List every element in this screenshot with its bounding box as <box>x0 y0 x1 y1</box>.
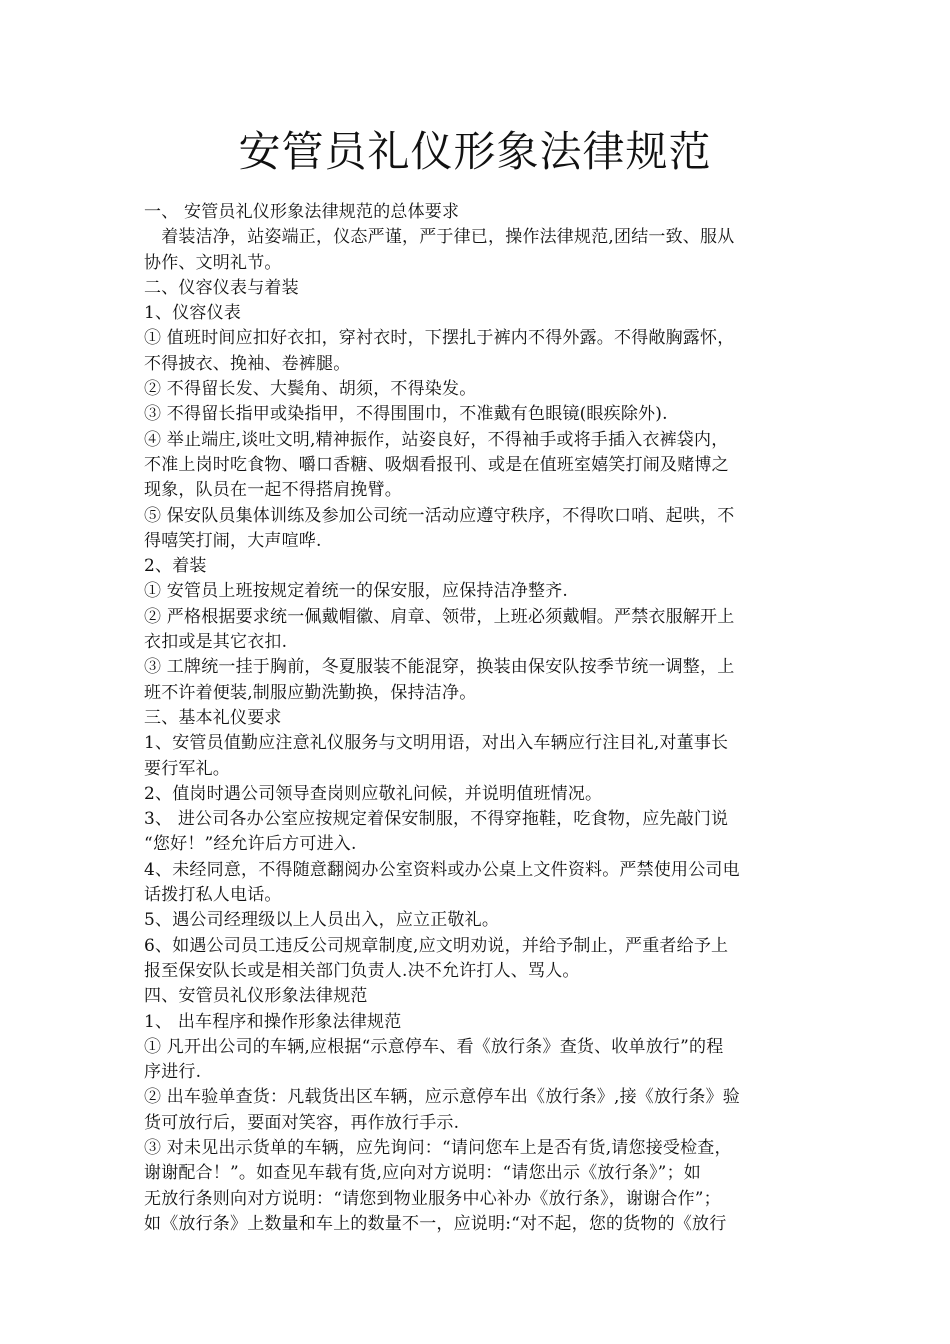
text-line: ③ 工牌统一挂于胸前，冬夏服装不能混穿，换装由保安队按季节统一调整，上 <box>144 657 735 678</box>
text-line: 6、如遇公司员工违反公司规章制度,应文明劝说，并给予制止，严重者给予上 <box>144 935 729 956</box>
text-line: 如《放行条》上数量和车上的数量不一，应说明:“对不起，您的货物的《放行 <box>144 1213 727 1234</box>
text-line: 协作、文明礼节。 <box>144 252 282 273</box>
text-line: 3、 进公司各办公室应按规定着保安制服，不得穿拖鞋，吃食物，应先敲门说 <box>144 809 729 830</box>
text-line: ② 严格根据要求统一佩戴帽徽、肩章、领带，上班必须戴帽。严禁衣服解开上 <box>144 606 735 627</box>
text-line: ① 凡开出公司的车辆,应根据“示意停车、看《放行条》查货、收单放行”的程 <box>144 1036 724 1057</box>
text-line: ① 安管员上班按规定着统一的保安服，应保持洁净整齐. <box>144 581 569 602</box>
text-line: 5、遇公司经理级以上人员出入，应立正敬礼。 <box>144 910 500 931</box>
text-line: ① 值班时间应扣好衣扣，穿衬衣时，下摆扎于裤内不得外露。不得敞胸露怀， <box>144 328 735 349</box>
text-line: ④ 举止端庄,谈吐文明,精神振作，站姿良好，不得袖手或将手插入衣裤袋内， <box>144 429 729 450</box>
text-line: 报至保安队长或是相关部门负责人.决不允许打人、骂人。 <box>144 960 580 981</box>
text-line: ③ 不得留长指甲或染指甲，不得围围巾，不准戴有色眼镜(眼疾除外). <box>144 404 668 425</box>
text-line: 现象，队员在一起不得搭肩挽臂。 <box>144 480 402 501</box>
text-line: 1、仪容仪表 <box>144 303 242 324</box>
text-line: 着装洁净，站姿端正，仪态严谨，严于律已，操作法律规范,团结一致、服从 <box>144 227 735 248</box>
text-line: 1、 出车程序和操作形象法律规范 <box>144 1011 402 1032</box>
text-line: 得嘻笑打闹，大声喧哗. <box>144 530 322 551</box>
text-line: 班不许着便装,制服应勤洗勤换，保持洁净。 <box>144 682 477 703</box>
text-line: 衣扣或是其它衣扣. <box>144 632 288 653</box>
text-line: 序进行. <box>144 1062 202 1083</box>
text-line: ② 不得留长发、大鬓角、胡须，不得染发。 <box>144 379 477 400</box>
text-line: ⑤ 保安队员集体训练及参加公司统一活动应遵守秩序，不得吹口哨、起哄，不 <box>144 505 735 526</box>
text-line: 一、 安管员礼仪形象法律规范的总体要求 <box>144 202 460 222</box>
text-line: 2、着装 <box>144 556 207 577</box>
text-line: “您好！”经允许后方可进入. <box>144 834 357 855</box>
text-line: 三、基本礼仪要求 <box>144 707 282 728</box>
text-line: 话拨打私人电话。 <box>144 885 282 906</box>
text-line: 2、值岗时遇公司领导查岗则应敬礼问候，并说明值班情况。 <box>144 783 603 804</box>
text-line: 二、仪容仪表与着装 <box>144 277 299 298</box>
document-body <box>144 200 814 1237</box>
text-line: ② 出车验单查货：凡载货出区车辆，应示意停车出《放行条》,接《放行条》验 <box>144 1087 741 1108</box>
text-line: 不准上岗时吃食物、嚼口香糖、吸烟看报刊、或是在值班室嬉笑打闹及赌博之 <box>144 454 729 475</box>
text-line: 四、安管员礼仪形象法律规范 <box>144 986 368 1007</box>
text-line: 货可放行后，要面对笑容，再作放行手示. <box>144 1112 460 1133</box>
text-line: 谢谢配合！”。如查见车载有货,应向对方说明：“请您出示《放行条》”；如 <box>144 1163 701 1184</box>
text-line: 不得披衣、挽袖、卷裤腿。 <box>144 353 351 374</box>
text-line: 4、未经同意，不得随意翻阅办公室资料或办公桌上文件资料。严禁使用公司电 <box>144 859 740 880</box>
document-title: 安管员礼仪形象法律规范 <box>238 127 712 176</box>
text-line: 1、安管员值勤应注意礼仪服务与文明用语，对出入车辆应行注目礼,对董事长 <box>144 733 729 754</box>
text-line: 要行军礼。 <box>144 758 230 779</box>
text-line: ③ 对未见出示货单的车辆，应先询问：“请问您车上是否有货,请您接受检查， <box>144 1137 732 1158</box>
text-line: 无放行条则向对方说明：“请您到物业服务中心补办《放行条》，谢谢合作”； <box>144 1188 721 1209</box>
